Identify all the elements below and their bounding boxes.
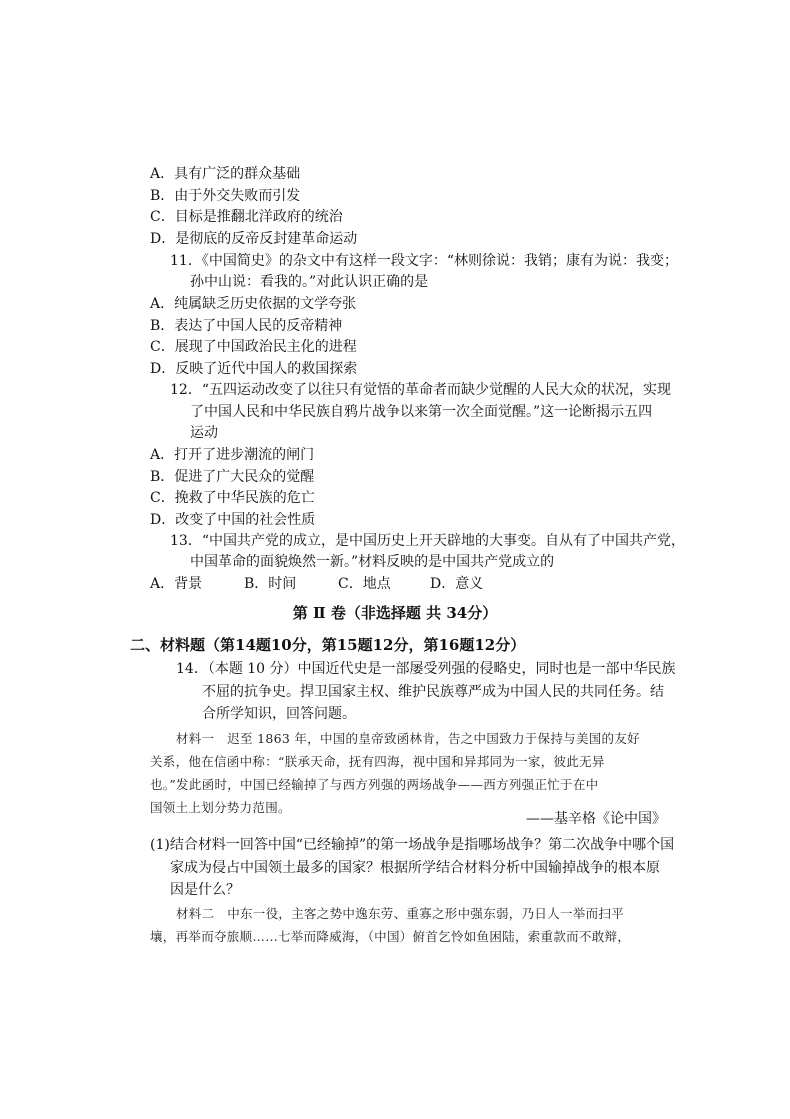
- material-1-line-3: 也。”发此函时，中国已经输掉了与西方列强的两场战争——西方列强正忙于在中: [150, 777, 599, 792]
- q14-stem-cont2: 合所学知识，回答问题。: [202, 706, 356, 722]
- q11-option-a: A．纯属缺乏历史依据的文学夸张: [150, 296, 357, 312]
- q10-option-d: D．是彻底的反帝反封建革命运动: [150, 231, 358, 247]
- material-2-line-2: 壤，再举而夺旅顺……七举而降威海，（中国）俯首乞怜如鱼困陆，索重款而不敢辩，: [150, 929, 631, 944]
- q14-stem-cont: 不屈的抗争史。捍卫国家主权、维护民族尊严成为中国人民的共同任务。结: [202, 684, 664, 700]
- q13-stem-cont: 中国革命的面貌焕然一新。”材料反映的是中国共产党成立的: [190, 554, 555, 570]
- q11-option-c: C．展现了中国政治民主化的进程: [150, 339, 357, 355]
- q12-stem-cont2: 运动: [190, 425, 218, 441]
- material-1-line-2: 关系，他在信函中称：“朕承天命，抚有四海，视中国和异邦同为一家，彼此无异: [150, 754, 605, 769]
- q11-option-b: B．表达了中国人民的反帝精神: [150, 318, 343, 334]
- material-1-source: ——基辛格《论中国》: [526, 811, 666, 827]
- q13-option-a: A．背景: [150, 576, 203, 592]
- material-2-line-1: 材料二 中东一役，主客之势中逸东劳、重寡之形中强东弱，乃日人一举而扫平: [176, 906, 625, 921]
- q11-stem-cont: 孙中山说：看我的。”对此认识正确的是: [190, 274, 429, 290]
- q13-option-c: C．地点: [338, 576, 391, 592]
- q13-option-d: D．意义: [430, 576, 484, 592]
- q10-option-a: A．具有广泛的群众基础: [150, 166, 301, 182]
- part-2-title: 二、材料题（第14题10分，第15题12分，第16题12分）: [130, 636, 526, 654]
- q10-option-b: B．由于外交失败而引发: [150, 188, 301, 204]
- q12-stem-cont: 了中国人民和中华民族自鸦片战争以来第一次全面觉醒。”这一论断揭示五四: [190, 404, 653, 420]
- q13-options-row: [150, 573, 483, 595]
- q14-sub1-line-2: 家成为侵占中国领土最多的国家？根据所学结合材料分析中国输掉战争的根本原: [170, 860, 660, 876]
- q11-stem: 11．《中国简史》的杂文中有这样一段文字：“林则徐说：我销；康有为说：我变；: [170, 253, 678, 269]
- q14-sub1-line-3: 因是什么？: [170, 882, 240, 898]
- material-1-line-4: 国领土上划分势力范围。: [150, 800, 291, 815]
- q12-option-c: C．挽救了中华民族的危亡: [150, 490, 315, 506]
- q13-stem: 13．“中国共产党的成立，是中国历史上开天辟地的大事变。自从有了中国共产党，: [170, 533, 685, 549]
- q10-option-c: C．目标是推翻北洋政府的统治: [150, 209, 343, 225]
- q12-option-d: D．改变了中国的社会性质: [150, 512, 316, 528]
- material-1-line-1: 材料一 迟至 1863 年，中国的皇帝致函林肯，告之中国致力于保持与美国的友好: [176, 731, 640, 746]
- q13-option-b: B．时间: [244, 576, 297, 592]
- q12-option-b: B．促进了广大民众的觉醒: [150, 469, 315, 485]
- section-2-title: 第 Ⅱ 卷（非选择题 共 34分）: [292, 604, 498, 622]
- q12-option-a: A．打开了进步潮流的闸门: [150, 447, 315, 463]
- q12-stem: 12．“五四运动改变了以往只有觉悟的革命者而缺少觉醒的人民大众的状况，实现: [170, 382, 671, 398]
- q14-stem: 14．（本题 10 分）中国近代史是一部屡受列强的侵略史，同时也是一部中华民族: [176, 661, 676, 677]
- q11-option-d: D．反映了近代中国人的救国探索: [150, 361, 358, 377]
- q14-sub1-line-1: (1)结合材料一回答中国“已经输掉”的第一场战争是指哪场战争？第二次战争中哪个国: [150, 837, 675, 853]
